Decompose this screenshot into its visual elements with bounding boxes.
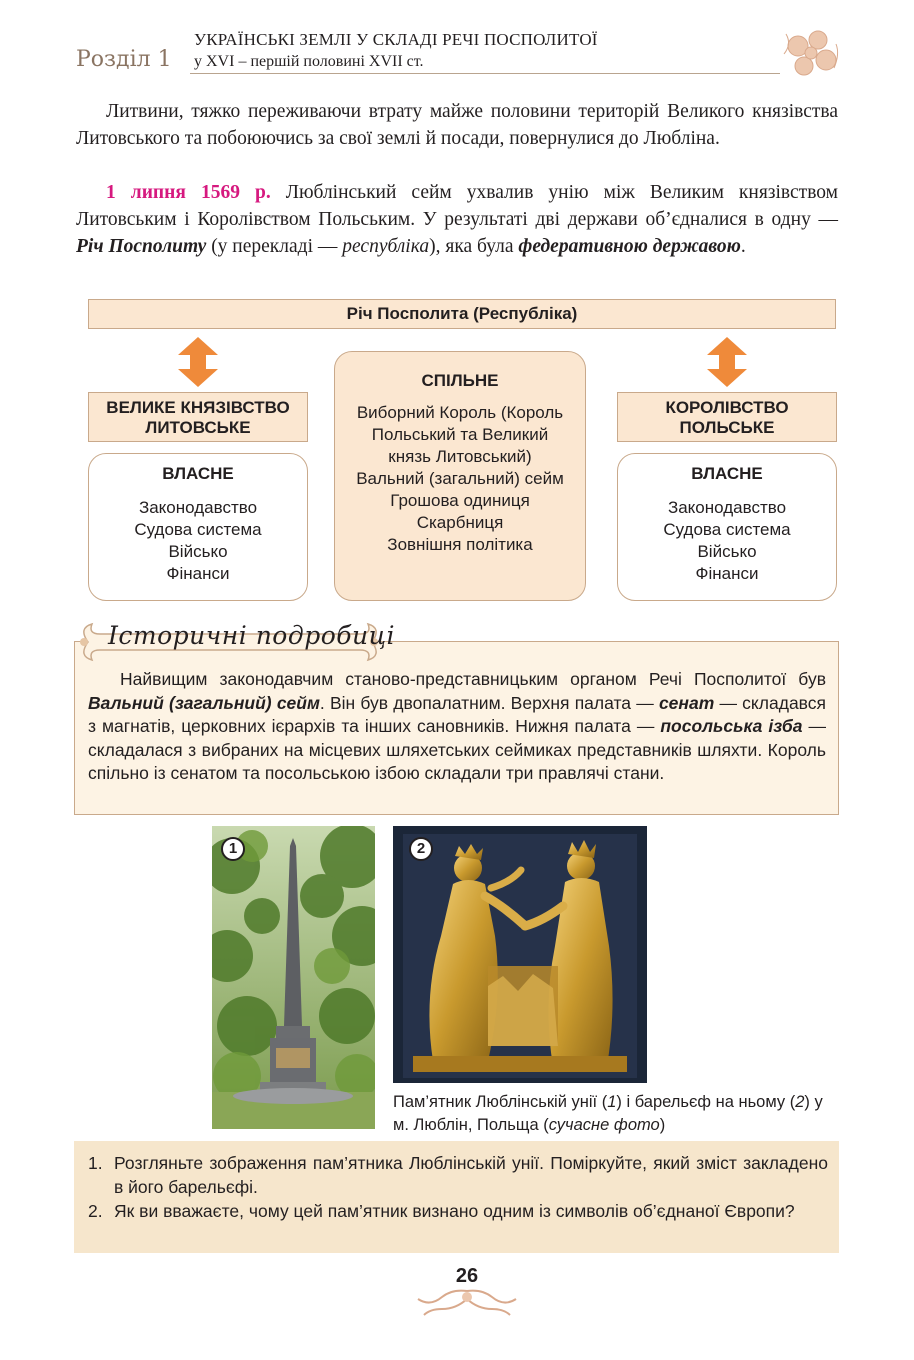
text-span: ) у м. Люблін, Польща (: [393, 1093, 823, 1134]
own-title: ВЛАСНЕ: [162, 464, 234, 483]
text-span: 1: [607, 1093, 617, 1111]
text-span: . Він був двопалатним. Верхня палата —: [319, 692, 659, 713]
question-text: Розгляньте зображення пам’ятника Люблінській унії. Поміркуйте, який зміст закладено в його барельєфі.: [114, 1153, 828, 1197]
term-ambassador-hut: посольська ізба: [660, 716, 803, 736]
question-item: [88, 1152, 828, 1199]
own-item: Законодавство: [667, 498, 787, 517]
term-general-sejm: Вальний (загальний) сейм: [88, 692, 320, 713]
double-arrow-icon: [707, 337, 747, 387]
union-date: 1 липня 1569 р.: [106, 182, 271, 203]
text-span: Пам’ятник Люблінській унії (: [393, 1093, 608, 1111]
question-item: [88, 1200, 828, 1224]
paragraph-intro: Литвини, тяжко переживаючи втрату майже половини територій Великого князівства Литовського та побоюючись за свої землі й посади, повернулися до Любліна.: [76, 101, 838, 149]
text-span: — складалася з вибраних на місцевих шляхетських сеймиках представників шляхти. Король спільно із сенатом та посольською ізбою складали три правлячі стани.: [88, 716, 826, 783]
question-number: 2.: [88, 1201, 103, 1221]
text-span: сучасне фото: [548, 1116, 660, 1134]
text-span: .: [740, 236, 746, 257]
floral-ornament-icon: [778, 24, 844, 82]
section-label: Розділ 1: [76, 47, 172, 72]
diagram-top-bar: Річ Посполита (Республіка): [88, 299, 836, 329]
grand-duchy-box: ВЕЛИКЕ КНЯЗІВСТВО ЛИТОВСЬКЕ: [88, 392, 308, 442]
text-span: — складався з магнатів, церковних ієрархів та інших сановників. Нижня палата —: [88, 692, 827, 736]
common-item: Зовнішня політика: [387, 535, 533, 554]
own-item: Судова система: [134, 520, 262, 539]
own-item: Фінанси: [695, 564, 759, 583]
photo-badge-1: 1: [221, 837, 245, 861]
text-span: (у перекладі —: [206, 236, 343, 257]
common-title: СПІЛЬНЕ: [421, 371, 499, 390]
own-item: Фінанси: [166, 564, 230, 583]
own-item: Військо: [168, 542, 228, 561]
paragraph-union: [76, 179, 838, 260]
photo-caption: [393, 1091, 843, 1137]
question-text: Як ви вважаєте, чому цей пам’ятник визнано одним із символів об’єднаної Європи?: [114, 1201, 795, 1221]
common-item: Скарбниця: [416, 513, 504, 532]
common-item: Виборний Король (Король Польський та Великий князь Литовський) Вальний (загальний) сейм: [356, 403, 564, 488]
text-span: Люблінський сейм ухвалив унію між Великим князівством Литовським і Королівством Польським. У результаті дві держави об’єдналися в одну —: [76, 182, 838, 230]
term-rich-pospolyta: Річ Посполиту: [76, 236, 207, 257]
monument-photo: [212, 826, 375, 1129]
text-span: ): [659, 1116, 666, 1134]
own-competences-right: [617, 453, 837, 601]
term-senate: сенат: [658, 692, 715, 713]
details-title: Історичні подробиці: [108, 621, 396, 650]
own-item: Судова система: [663, 520, 791, 539]
term-republic: республіка: [342, 236, 430, 257]
double-arrow-icon: [178, 337, 218, 387]
details-text: [88, 668, 826, 786]
kingdom-box: КОРОЛІВСТВО ПОЛЬСЬКЕ: [617, 392, 837, 442]
text-span: 2: [795, 1093, 805, 1111]
term-federative-state: федеративною державою: [518, 236, 741, 257]
page-number: 26: [455, 1265, 479, 1287]
common-item: Грошова одиниця: [390, 491, 530, 510]
chapter-title: УКРАЇНСЬКІ ЗЕМЛІ У СКЛАДІ РЕЧІ ПОСПОЛИТОЇ: [194, 30, 598, 49]
own-title: ВЛАСНЕ: [691, 464, 763, 483]
own-item: Військо: [697, 542, 757, 561]
own-competences-left: [88, 453, 308, 601]
text-span: ) і барельєф на ньому (: [616, 1093, 796, 1111]
bas-relief-photo: [393, 826, 647, 1083]
chapter-subtitle: у XVI – першій половині XVII ст.: [194, 53, 424, 70]
photo-badge-2: 2: [409, 837, 433, 861]
question-number: 1.: [88, 1153, 103, 1173]
text-span: Найвищим законодавчим станово-представницьким органом Речі Посполитої був: [120, 669, 826, 689]
footer-ornament-icon: [412, 1285, 522, 1319]
text-span: ), яка була: [429, 236, 519, 257]
common-competences: [334, 351, 586, 601]
own-item: Законодавство: [138, 498, 258, 517]
header-rule: [190, 73, 780, 74]
